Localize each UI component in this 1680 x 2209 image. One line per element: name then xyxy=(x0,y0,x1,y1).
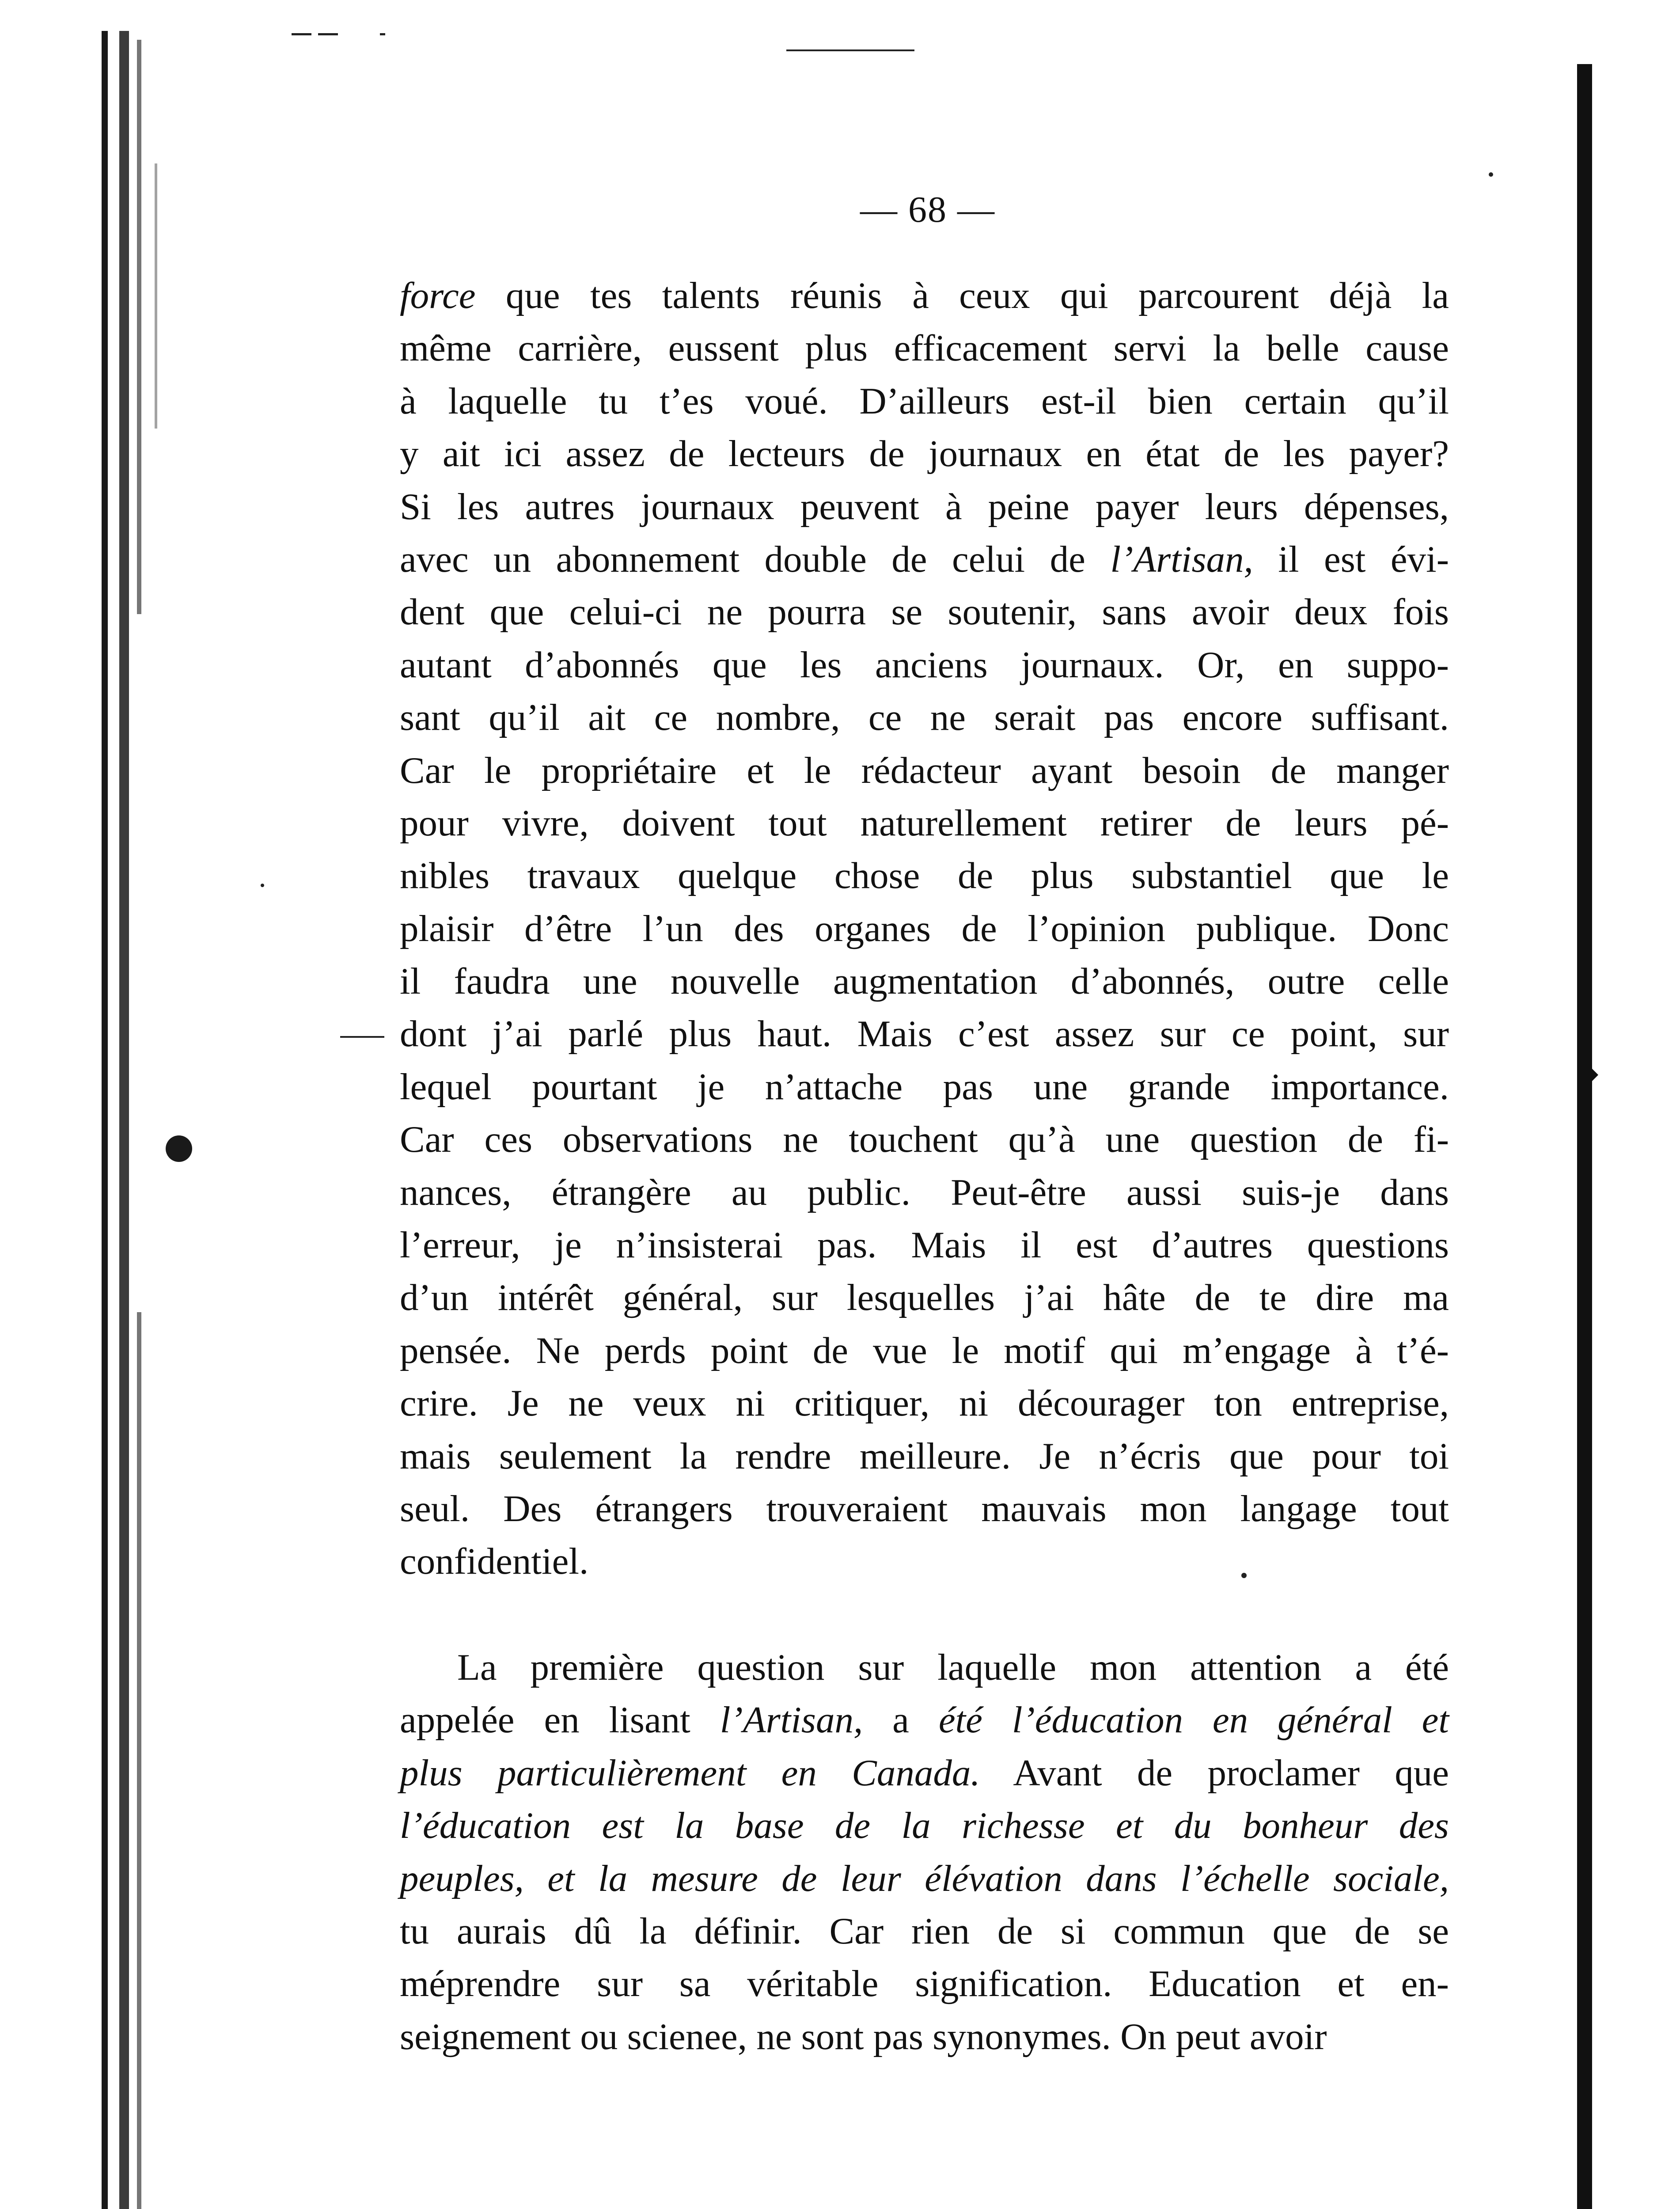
paragraph xyxy=(400,1641,1449,2063)
text-run: y ait ici assez de lecteurs de journaux en état de les payer? xyxy=(400,433,1449,475)
text-run: plaisir d’être l’un des organes de l’opinion publique. Donc xyxy=(400,907,1449,949)
text-run: Car ces observations ne touchent qu’à une question de fi- xyxy=(400,1119,1449,1161)
text-line xyxy=(400,903,1449,955)
text-line xyxy=(400,1008,1449,1060)
top-rule xyxy=(786,49,914,51)
italic-run: peuples, et la mesure de leur élévation dans l’échelle sociale, xyxy=(400,1857,1449,1899)
text-line xyxy=(400,1905,1449,1958)
text-line xyxy=(400,797,1449,850)
ink-blot xyxy=(166,1135,192,1162)
italic-run: l’Artisan, xyxy=(720,1699,863,1741)
text-line xyxy=(400,533,1449,586)
text-run: même carrière, eussent plus efficacement servi la belle cause xyxy=(400,327,1449,369)
text-line xyxy=(400,1377,1449,1430)
text-run: que tes talents réunis à ceux qui parcourent déjà la xyxy=(475,275,1449,316)
text-run: confidentiel. xyxy=(400,1541,589,1583)
italic-run: plus particulièrement en Canada. xyxy=(400,1752,980,1794)
text-run: lequel pourtant je n’attache pas une grande importance. xyxy=(400,1066,1449,1108)
text-line xyxy=(400,1641,1449,1694)
text-run: mais seulement la rendre meilleure. Je n’écris que pour toi xyxy=(400,1435,1449,1477)
text-run: pensée. Ne perds point de vue le motif qui m’engage à t’é- xyxy=(400,1329,1449,1371)
text-line xyxy=(400,1483,1449,1535)
text-run: a xyxy=(863,1699,939,1741)
text-line xyxy=(400,1166,1449,1219)
scan-mark xyxy=(292,33,311,35)
text-run: nibles travaux quelque chose de plus substantiel que le xyxy=(400,855,1449,897)
text-run: pour vivre, doivent tout naturellement retirer de leurs pé- xyxy=(400,802,1449,844)
text-line xyxy=(400,1272,1449,1324)
scan-right-edge xyxy=(1577,64,1592,2209)
text-line xyxy=(400,955,1449,1008)
text-line xyxy=(400,1061,1449,1113)
text-run: autant d’abonnés que les anciens journaux. Or, en suppo- xyxy=(400,644,1449,686)
text-run: appelée en lisant xyxy=(400,1699,720,1741)
text-run: tu aurais dû la définir. Car rien de si commun que de se xyxy=(400,1910,1449,1952)
text-line xyxy=(400,322,1449,375)
text-line xyxy=(400,586,1449,638)
text-run: Avant de proclamer que xyxy=(980,1752,1449,1794)
text-run: nances, étrangère au public. Peut-être aussi suis-je dans xyxy=(400,1171,1449,1213)
scan-mark xyxy=(380,33,385,35)
text-line xyxy=(400,375,1449,428)
page-number: — 68 — xyxy=(860,189,995,230)
text-run: dent que celui-ci ne pourra se soutenir, sans avoir deux fois xyxy=(400,591,1449,633)
text-run: à laquelle tu t’es voué. D’ailleurs est-il bien certain qu’il xyxy=(400,380,1449,422)
text-run: Si les autres journaux peuvent à peine payer leurs dépenses, xyxy=(400,486,1449,528)
speck xyxy=(1489,172,1493,177)
text-line xyxy=(400,1113,1449,1166)
text-line xyxy=(400,1325,1449,1377)
text-line xyxy=(400,1535,1449,1588)
text-run: l’erreur, je n’insisterai pas. Mais il est d’autres questions xyxy=(400,1224,1449,1266)
text-run: seul. Des étrangers trouveraient mauvais mon langage tout xyxy=(400,1488,1449,1530)
text-run: d’un intérêt général, sur lesquelles j’ai hâte de te dire ma xyxy=(400,1277,1449,1319)
italic-run: l’éducation est la base de la richesse et du bonheur des xyxy=(400,1805,1449,1847)
text-line xyxy=(400,2011,1449,2063)
speck xyxy=(261,884,264,887)
text-line xyxy=(400,269,1449,322)
text-line xyxy=(400,1430,1449,1483)
text-run: il faudra une nouvelle augmentation d’abonnés, outre celle xyxy=(400,960,1449,1002)
text-line xyxy=(400,1799,1449,1852)
text-run: sant qu’il ait ce nombre, ce ne serait pas encore suffisant. xyxy=(400,697,1449,739)
paragraph xyxy=(400,269,1449,1588)
text-line xyxy=(400,744,1449,797)
text-run: méprendre sur sa véritable signification. Education et en- xyxy=(400,1963,1449,2005)
text-line xyxy=(400,1747,1449,1799)
scan-mark xyxy=(318,33,338,35)
binding-line xyxy=(137,40,141,614)
text-line xyxy=(400,1958,1449,2010)
margin-mark xyxy=(340,1036,384,1038)
binding-line xyxy=(102,31,108,2209)
scan-right-tick xyxy=(1586,1063,1598,1087)
italic-run: l’Artisan, xyxy=(1110,538,1253,580)
text-line xyxy=(400,481,1449,533)
text-run: seignement ou scienee, ne sont pas synonymes. On peut avoir xyxy=(400,2015,1327,2057)
text-line xyxy=(400,850,1449,902)
text-line xyxy=(400,639,1449,691)
text-line xyxy=(400,1219,1449,1272)
text-run: crire. Je ne veux ni critiquer, ni décourager ton entreprise, xyxy=(400,1382,1449,1424)
text-line xyxy=(400,691,1449,744)
text-run: La première question sur laquelle mon attention a été xyxy=(457,1647,1449,1688)
text-run: avec un abonnement double de celui de xyxy=(400,538,1111,580)
text-line xyxy=(400,1852,1449,1905)
italic-run: été l’éducation en général et xyxy=(938,1699,1449,1741)
text-line xyxy=(400,1694,1449,1746)
text-line xyxy=(400,428,1449,480)
binding-line xyxy=(155,163,157,429)
binding-line xyxy=(137,1312,141,2209)
text-run: Car le propriétaire et le rédacteur ayant besoin de manger xyxy=(400,749,1449,791)
text-run: dont j’ai parlé plus haut. Mais c’est assez sur ce point, sur xyxy=(400,1013,1449,1055)
text-run: il est évi- xyxy=(1253,538,1449,580)
scan-binding-edge xyxy=(88,31,177,2209)
binding-line xyxy=(119,31,129,2209)
italic-run: force xyxy=(400,275,476,316)
